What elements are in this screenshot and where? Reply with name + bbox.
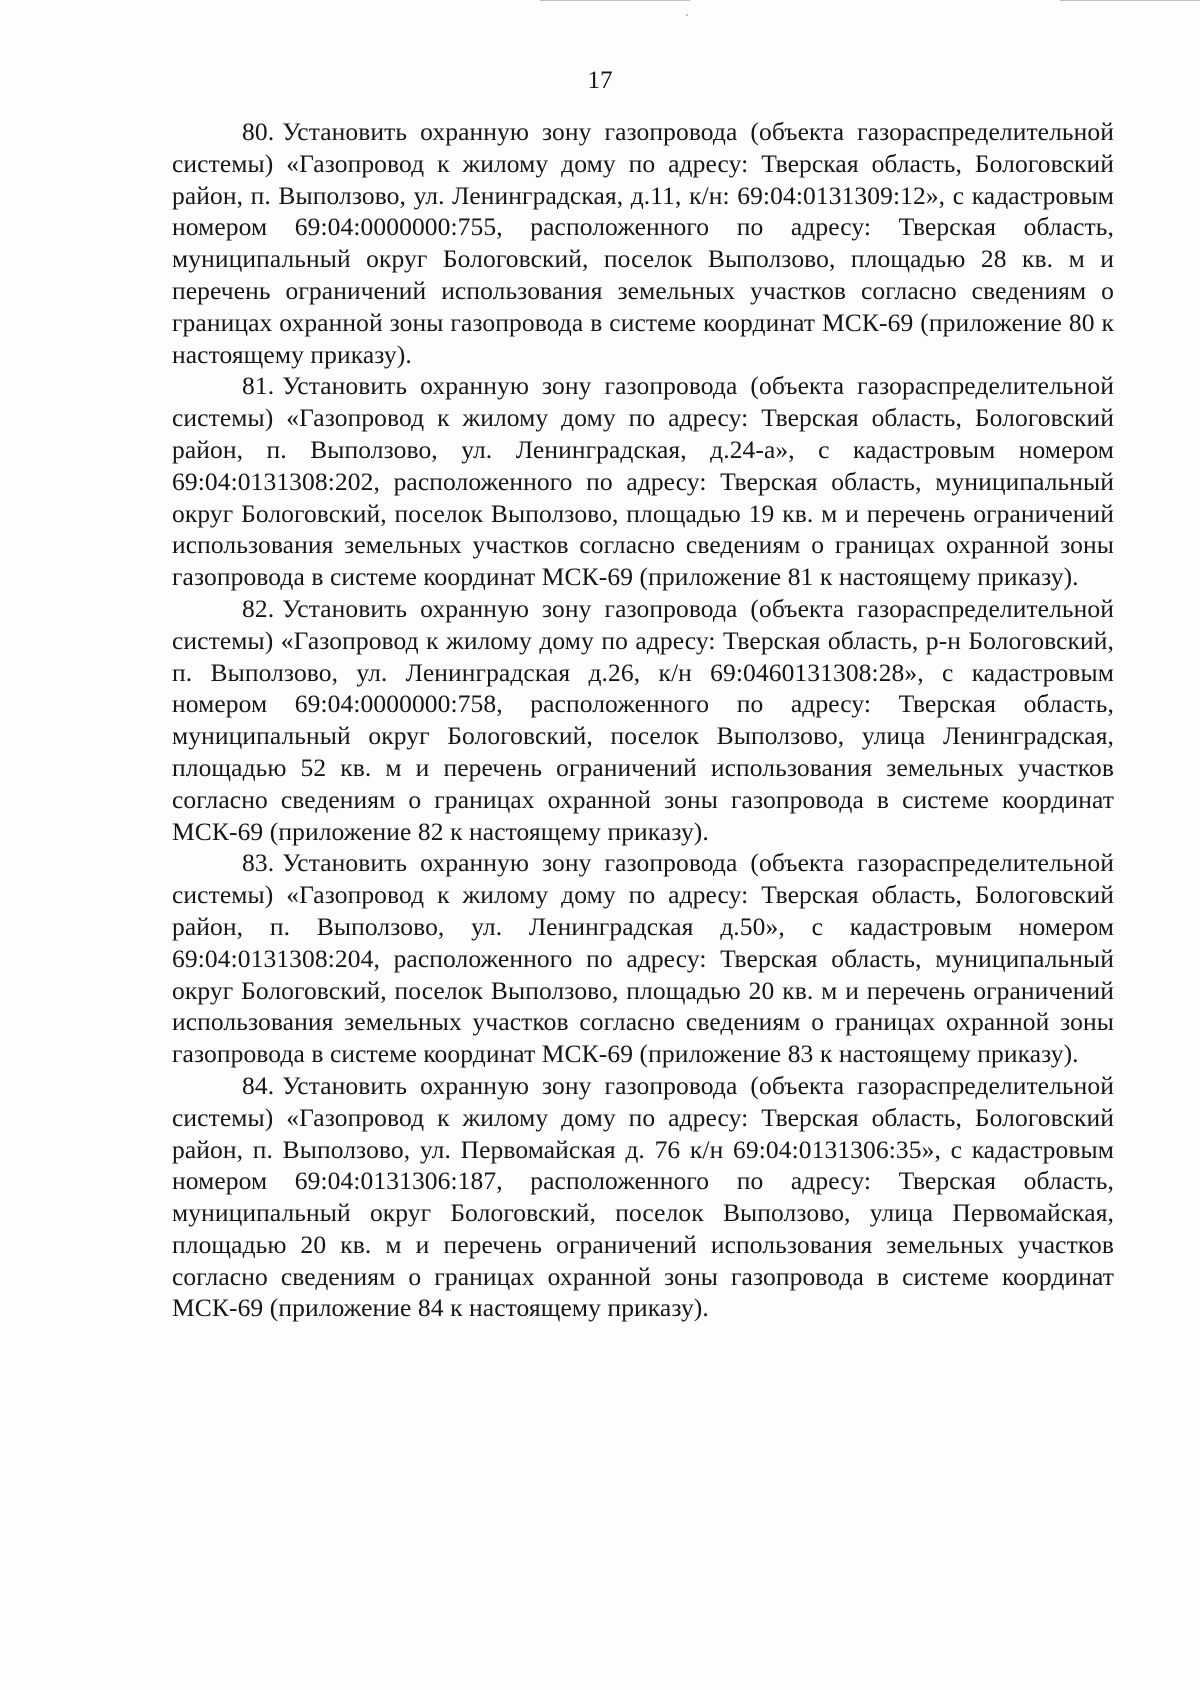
clause-number: 80. (242, 117, 275, 146)
clause-text: Установить охранную зону газопровода (объекта газораспределительной системы) «Газопровод к жилому дому по адресу: Тверская область, Бологовский район, п. Выползово, ул. Ленинградская, д.24-а», с кадастровым номером 69:04:0131308:202, расположенного по адресу: Тверская область, муниципальный округ Бологовский, поселок Выползово, площадью 19 кв. м и перечень ограничений использования земельных участков согласно сведениям о границах охранной зоны газопровода в системе координат МСК-69 (приложение 81 к настоящему приказу). (172, 371, 1114, 592)
page-number: 17 (587, 67, 613, 94)
clause-83 (172, 847, 1114, 1070)
clause-number: 82. (242, 593, 275, 623)
clause-number: 81. (242, 371, 275, 401)
clause-number: 84. (242, 1070, 275, 1100)
clause-text: Установить охранную зону газопровода (объекта газораспределительной системы) «Газопровод к жилому дому по адресу: Тверская область, р-н Бологовский, п. Выползово, ул. Ленинградская д.26, к/н 69:0460131308:28», с кадастровым номером 69:04:0000000:758, расположенного по адресу: Тверская область, муниципальный округ Бологовский, поселок Выползово, улица Ленинградская, площадью 52 кв. м и перечень ограничений использования земельных участков согласно сведениям о границах охранной зоны газопровода в системе координат МСК-69 (приложение 82 к настоящему приказу). (172, 593, 1114, 846)
clause-text: Установить охранную зону газопровода (объекта газораспределительной системы) «Газопровод к жилому дому по адресу: Тверская область, Бологовский район, п. Выползово, ул. Ленинградская д.50», с кадастровым номером 69:04:0131308:204, расположенного по адресу: Тверская область, муниципальный округ Бологовский, поселок Выползово, площадью 20 кв. м и перечень ограничений использования земельных участков согласно сведениям о границах охранной зоны газопровода в системе координат МСК-69 (приложение 83 к настоящему приказу). (172, 848, 1114, 1069)
clause-text: Установить охранную зону газопровода (объекта газораспределительной системы) «Газопровод к жилому дому по адресу: Тверская область, Бологовский район, п. Выползово, ул. Первомайская д. 76 к/н 69:04:0131306:35», с кадастровым номером 69:04:0131306:187, расположенного по адресу: Тверская область, муниципальный округ Бологовский, поселок Выползово, улица Первомайская, площадью 20 кв. м и перечень ограничений использования земельных участков согласно сведениям о границах охранной зоны газопровода в системе координат МСК-69 (приложение 84 к настоящему приказу). (172, 1070, 1114, 1323)
clause-82 (172, 593, 1114, 847)
clause-text: Установить охранную зону газопровода (объекта газораспределительной системы) «Газопровод к жилому дому по адресу: Тверская область, Бологовский район, п. Выползово, ул. Ленинградская, д.11, к/н: 69:04:0131309:12», с кадастровым номером 69:04:0000000:755, расположенного по адресу: Тверская область, муниципальный округ Бологовский, поселок Выползово, площадью 28 кв. м и перечень ограничений использования земельных участков согласно сведениям о границах охранной зоны газопровода в системе координат МСК-69 (приложение 80 к настоящему приказу). (172, 117, 1114, 369)
document-body (172, 116, 1114, 1324)
scan-artifact-dot (686, 14, 688, 16)
clause-80 (172, 116, 1114, 370)
clause-84 (172, 1070, 1114, 1324)
scan-artifact-top (540, 0, 690, 1)
clause-number: 83. (242, 848, 275, 878)
clause-81 (172, 370, 1114, 593)
scan-artifact-corner (1060, 0, 1200, 1)
